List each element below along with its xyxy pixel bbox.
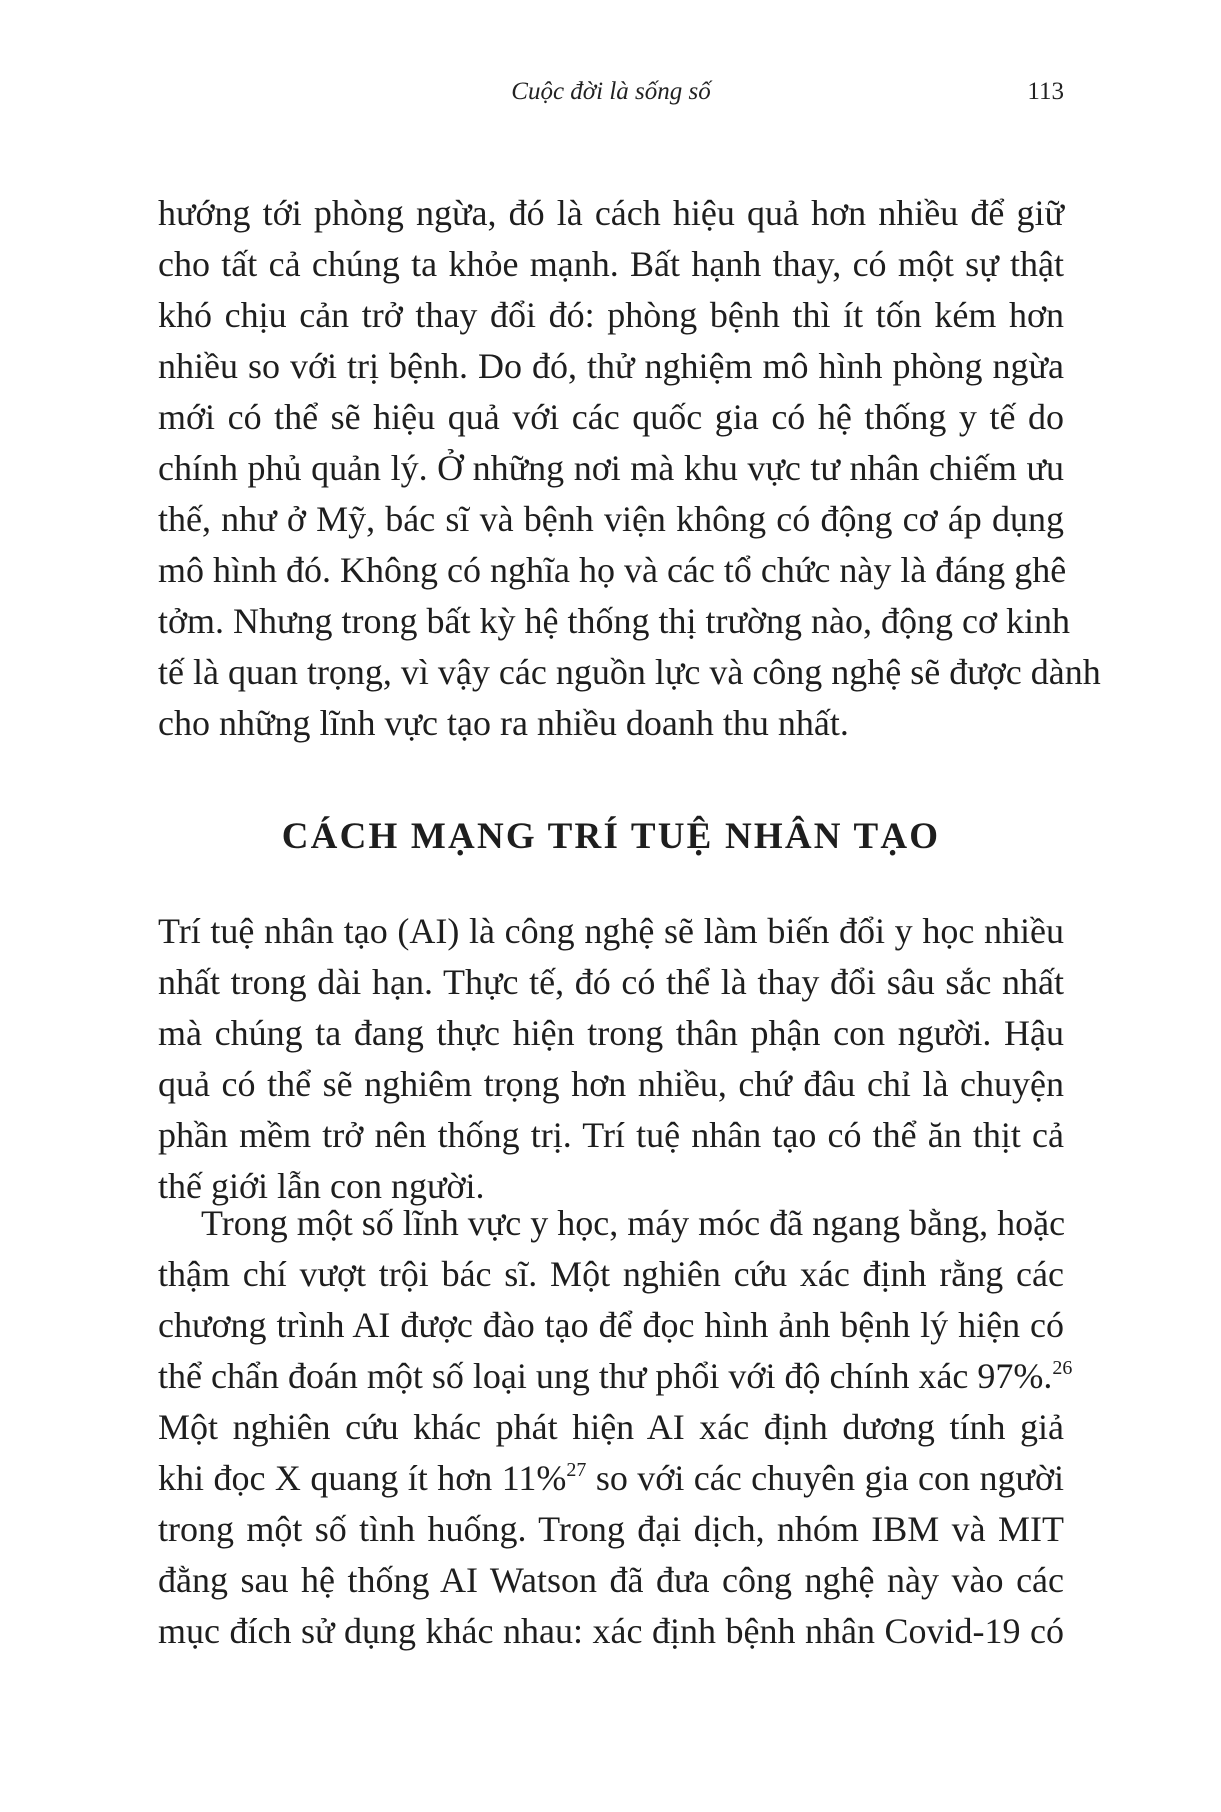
line-text: thể chẩn đoán một số loại ung thư phổi với độ chính xác 97%. — [158, 1356, 1053, 1396]
text-line: thậm chí vượt trội bác sĩ. Một nghiên cứu xác định rằng các — [158, 1254, 1064, 1294]
text-line — [158, 1453, 1064, 1504]
text-line: quả có thể sẽ nghiêm trọng hơn nhiều, chứ đâu chỉ là chuyện — [158, 1064, 1064, 1104]
page-header — [158, 78, 1064, 112]
section-heading: CÁCH MẠNG TRÍ TUỆ NHÂN TẠO — [281, 816, 941, 857]
text-line: Trong một số lĩnh vực y học, máy móc đã ngang bằng, hoặc — [201, 1203, 1066, 1243]
text-line: trong một số tình huống. Trong đại dịch, nhóm IBM và MIT — [158, 1509, 1064, 1549]
text-line: thế giới lẫn con người. — [158, 1166, 485, 1206]
footnote-ref-26: 26 — [1052, 1357, 1073, 1379]
paragraph-prevention — [158, 188, 1101, 749]
text-line: thế, như ở Mỹ, bác sĩ và bệnh viện không có động cơ áp dụng — [158, 499, 1064, 539]
paragraph-ai-intro — [158, 906, 1064, 1212]
footnote-ref-27: 27 — [566, 1459, 587, 1481]
text-line — [158, 1351, 1073, 1402]
text-line: mô hình đó. Không có nghĩa họ và các tổ chức này là đáng ghê — [158, 550, 1067, 590]
text-line: phần mềm trở nên thống trị. Trí tuệ nhân tạo có thể ăn thịt cả — [158, 1115, 1064, 1155]
text-line: hướng tới phòng ngừa, đó là cách hiệu quả hơn nhiều để giữ — [158, 193, 1064, 233]
text-line: mục đích sử dụng khác nhau: xác định bệnh nhân Covid-19 có — [158, 1611, 1064, 1651]
text-line: cho tất cả chúng ta khỏe mạnh. Bất hạnh thay, có một sự thật — [158, 244, 1064, 284]
text-line: Một nghiên cứu khác phát hiện AI xác định dương tính giả — [158, 1407, 1064, 1447]
text-line: cho những lĩnh vực tạo ra nhiều doanh thu nhất. — [158, 703, 849, 743]
text-line: mà chúng ta đang thực hiện trong thân phận con người. Hậu — [158, 1013, 1064, 1053]
line-text: so với các chuyên gia con người — [586, 1458, 1064, 1498]
text-line: nhiều so với trị bệnh. Do đó, thử nghiệm mô hình phòng ngừa — [158, 346, 1064, 386]
line-text: khi đọc X quang ít hơn 11% — [158, 1458, 567, 1498]
text-line: tởm. Nhưng trong bất kỳ hệ thống thị trường nào, động cơ kinh — [158, 601, 1071, 641]
paragraph-ai-medicine — [158, 1198, 1073, 1657]
text-line: Trí tuệ nhân tạo (AI) là công nghệ sẽ làm biến đổi y học nhiều — [158, 911, 1064, 951]
page-number: 113 — [1027, 78, 1064, 105]
text-line: mới có thể sẽ hiệu quả với các quốc gia có hệ thống y tế do — [158, 397, 1064, 437]
text-line: chương trình AI được đào tạo để đọc hình ảnh bệnh lý hiện có — [158, 1305, 1064, 1345]
text-line: khó chịu cản trở thay đổi đó: phòng bệnh thì ít tốn kém hơn — [158, 295, 1064, 335]
text-line: tế là quan trọng, vì vậy các nguồn lực và công nghệ sẽ được dành — [158, 652, 1101, 692]
text-line: đằng sau hệ thống AI Watson đã đưa công nghệ này vào các — [158, 1560, 1064, 1600]
text-line: nhất trong dài hạn. Thực tế, đó có thể là thay đổi sâu sắc nhất — [158, 962, 1064, 1002]
text-line: chính phủ quản lý. Ở những nơi mà khu vực tư nhân chiếm ưu — [158, 448, 1064, 488]
running-title: Cuộc đời là sống số — [511, 78, 711, 105]
